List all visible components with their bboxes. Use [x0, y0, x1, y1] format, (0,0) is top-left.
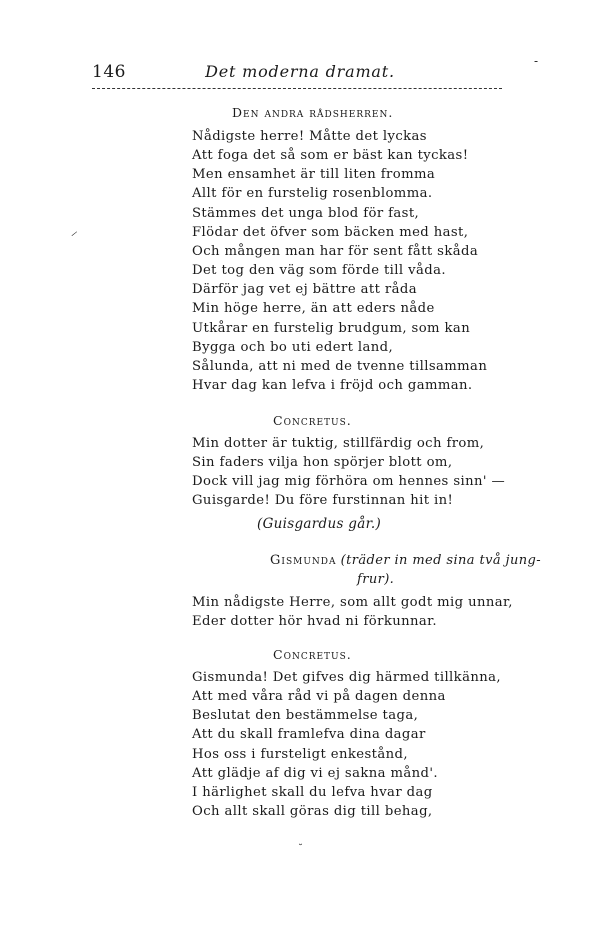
verse-line: Hos oss i fursteligt enkestånd,	[192, 746, 408, 762]
verse-line: Att foga det så som er bäst kan tyckas!	[192, 148, 469, 164]
verse-line: Min nådigste Herre, som allt godt mig unnar,	[192, 595, 513, 610]
verse-block	[192, 434, 505, 511]
verse-line: Bygga och bo uti edert land,	[192, 339, 394, 355]
margin-mark: ⸝	[71, 224, 78, 238]
verse-line: Beslutat den bestämmelse taga,	[192, 708, 419, 724]
stage-direction-continued: frur).	[357, 572, 395, 587]
speaker-heading: Gismunda	[270, 553, 337, 568]
header-rule	[92, 88, 502, 89]
verse-line: I härlighet skall du lefva hvar dag	[192, 784, 433, 800]
verse-line: Min dotter är tuktig, stillfärdig och from,	[192, 436, 485, 451]
speaker-with-direction	[270, 553, 541, 568]
verse-line: Att glädje af dig vi ej sakna månd'.	[192, 765, 438, 781]
verse-line: Min höge herre, än att eders nåde	[192, 301, 435, 317]
verse-line: Guisgarde! Du före furstinnan hit in!	[192, 493, 454, 509]
verse-line: Eder dotter hör hvad ni förkunnar.	[192, 614, 438, 630]
verse-block	[192, 668, 501, 821]
verse-line: Det tog den väg som förde till våda.	[192, 263, 446, 279]
page-number: 146	[92, 62, 126, 82]
verse-line: Därför jag vet ej bättre att råda	[192, 282, 417, 298]
corner-mark: -	[534, 54, 539, 68]
verse-line: Stämmes det unga blod för fast,	[192, 205, 420, 221]
verse-line: Utkårar en furstelig brudgum, som kan	[192, 320, 471, 336]
verse-line: Och mången man har för sent fått skåda	[192, 243, 479, 259]
verse-line: Och allt skall göras dig till behag,	[192, 804, 433, 820]
verse-line: Sin faders vilja hon spörjer blott om,	[192, 455, 453, 471]
verse-line: Gismunda! Det gifves dig härmed tillkänna,	[192, 670, 501, 685]
speaker-heading: Concretus.	[273, 413, 352, 428]
running-title: Det moderna dramat.	[205, 62, 395, 81]
verse-line: Hvar dag kan lefva i fröjd och gamman.	[192, 378, 473, 394]
footer-mark: ˘	[298, 844, 303, 855]
verse-line: Men ensamhet är till liten fromma	[192, 167, 436, 183]
verse-line: Nådigste herre! Måtte det lyckas	[192, 129, 427, 144]
speaker-heading: Concretus.	[273, 647, 352, 662]
verse-block	[192, 593, 513, 631]
speaker-heading: Den andra rådsherren.	[232, 105, 394, 120]
verse-line: Allt för en furstelig rosenblomma.	[192, 186, 433, 202]
verse-line: Att du skall framlefva dina dagar	[192, 727, 426, 743]
stage-direction: (träder in med sina två jung-	[340, 553, 542, 568]
verse-line: Sålunda, att ni med de tvenne tillsamman	[192, 358, 488, 374]
verse-line: Att med våra råd vi på dagen denna	[192, 689, 446, 705]
verse-block	[192, 127, 487, 395]
verse-line: Dock vill jag mig förhöra om hennes sinn' —	[192, 474, 506, 490]
stage-direction: (Guisgardus går.)	[257, 516, 382, 532]
verse-line: Flödar det öfver som bäcken med hast,	[192, 224, 469, 240]
